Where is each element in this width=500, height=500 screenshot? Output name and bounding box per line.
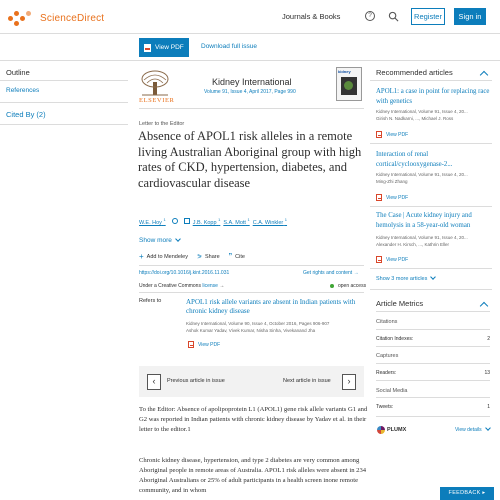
chevron-down-icon bbox=[485, 425, 491, 431]
author-link[interactable]: W.E. Hoy $^1$ bbox=[139, 217, 166, 226]
metrics-heading: Article Metrics bbox=[376, 299, 424, 308]
recommended-view-pdf[interactable]: View PDF bbox=[376, 194, 408, 201]
elsevier-wordmark: ELSEVIER bbox=[139, 97, 175, 104]
register-button[interactable]: Register bbox=[411, 8, 445, 25]
citation-indexes-row: Citation Indexes: 2 bbox=[376, 336, 490, 342]
article-type: Letter to the Editor bbox=[139, 121, 185, 127]
chevron-up-icon[interactable] bbox=[480, 302, 488, 310]
divider bbox=[0, 124, 128, 125]
journal-name[interactable]: Kidney International bbox=[212, 77, 292, 87]
recommended-article-meta: Kidney International, Volume 91, Issue 4, 20... Girish N. Nadkarni, ..., Michael J. Ross bbox=[376, 109, 468, 121]
doi-link[interactable]: https://doi.org/10.1016/j.kint.2016.11.031 bbox=[139, 270, 230, 276]
pdf-icon bbox=[376, 256, 382, 263]
add-mendeley-button[interactable]: + Add to Mendeley bbox=[139, 252, 188, 261]
divider bbox=[139, 108, 364, 109]
sciencedirect-logo[interactable] bbox=[8, 8, 104, 28]
divider bbox=[376, 346, 490, 347]
cover-graphic bbox=[341, 77, 357, 95]
previous-article-button[interactable]: ‹ bbox=[147, 374, 161, 390]
author-link[interactable]: S.A. Mott $^1$ bbox=[223, 217, 250, 226]
view-details-link[interactable]: View details bbox=[455, 427, 490, 433]
cover-title: kidney bbox=[338, 69, 351, 74]
body-paragraph: Chronic kidney disease, hypertension, and type 2 diabetes are very common among Aboriginal people in remote areas of Australia. APOL1 risk alleles were absent in 234 Aboriginal Australians or 25% of adult participants in a health screen inone remote community, and in whom bbox=[139, 457, 367, 494]
recommended-view-pdf[interactable]: View PDF bbox=[376, 131, 408, 138]
references-link[interactable]: References bbox=[6, 87, 40, 94]
divider bbox=[370, 289, 492, 290]
divider bbox=[370, 143, 492, 144]
mail-icon[interactable] bbox=[184, 218, 190, 224]
next-article-label[interactable]: Next article in issue bbox=[283, 378, 331, 384]
elsevier-tree-logo[interactable] bbox=[140, 70, 170, 96]
sign-in-button[interactable]: Sign in bbox=[454, 8, 486, 25]
brand-name: ScienceDirect bbox=[40, 12, 105, 24]
citations-heading: Citations bbox=[376, 319, 398, 325]
recommended-article-meta: Kidney International, Volume 91, Issue 4, 20... Alexander H. Kirsch, ..., Kathrin Eller bbox=[376, 235, 468, 247]
social-media-heading: Social Media bbox=[376, 388, 408, 394]
plumx-icon bbox=[377, 426, 385, 434]
open-access-icon bbox=[330, 284, 334, 288]
chevron-up-icon[interactable] bbox=[480, 71, 488, 79]
view-pdf-button[interactable] bbox=[139, 38, 189, 57]
refers-to-meta: Kidney International, Volume 90, Issue 4, October 2016, Pages 906-907 Ashok Kumar Yadav, Vivek Kumar, Nisha Sinha, Vivekanand Jha bbox=[186, 321, 330, 333]
journal-cover-image[interactable] bbox=[336, 67, 362, 101]
show-more-button[interactable] bbox=[139, 237, 180, 244]
download-issue-link[interactable]: Download full issue bbox=[201, 43, 258, 50]
cited-by-link[interactable]: Cited By (2) bbox=[6, 110, 46, 119]
author-list bbox=[139, 217, 290, 226]
share-button[interactable]: ⪖ Share bbox=[196, 253, 220, 260]
recommended-view-pdf[interactable]: View PDF bbox=[376, 256, 408, 263]
search-icon[interactable] bbox=[388, 11, 399, 22]
issue-navigation bbox=[139, 366, 364, 397]
journals-books-link[interactable]: Journals & Books bbox=[282, 12, 341, 21]
refers-to-label: Refers to bbox=[139, 298, 162, 304]
divider bbox=[376, 380, 490, 381]
license-text: Under a Creative Commons license → bbox=[139, 283, 225, 289]
share-icon: ⪖ bbox=[196, 254, 202, 260]
captures-heading: Captures bbox=[376, 353, 399, 359]
chevron-down-icon bbox=[175, 236, 181, 242]
readers-row: Readers: 13 bbox=[376, 370, 490, 376]
person-icon bbox=[172, 218, 178, 224]
divider bbox=[376, 329, 490, 330]
previous-article-label[interactable]: Previous article in issue bbox=[167, 378, 225, 384]
author-link[interactable]: J.B. Kopp $^1$ bbox=[192, 217, 221, 226]
show-more-label: Show more bbox=[139, 237, 172, 244]
body-paragraph: To the Editor: Absence of apolipoprotein L1 (APOL1) gene risk allele variants G1 and G2 was reported in Indian patients with chronic kidney disease by Yadav et al. in their letter to the editor.1 bbox=[139, 406, 368, 433]
divider bbox=[376, 397, 490, 398]
refers-to-view-pdf[interactable]: View PDF bbox=[188, 341, 220, 348]
open-access-badge: open access bbox=[330, 283, 366, 289]
divider bbox=[376, 416, 490, 417]
pdf-icon bbox=[376, 194, 382, 201]
recommended-article-link[interactable]: Interaction of renal cortical/cyclooxygenase-2... bbox=[376, 151, 453, 168]
divider bbox=[0, 102, 128, 103]
recommended-heading: Recommended articles bbox=[376, 68, 453, 77]
divider bbox=[370, 206, 492, 207]
author-link[interactable]: C.A. Winkler $^1$ bbox=[252, 217, 288, 226]
next-article-button[interactable]: › bbox=[342, 374, 356, 390]
plus-icon: + bbox=[139, 252, 144, 261]
help-icon[interactable]: ? bbox=[365, 11, 375, 21]
sciencedirect-logo-icon bbox=[8, 8, 32, 28]
top-header bbox=[0, 0, 500, 34]
pdf-icon bbox=[188, 341, 194, 348]
view-pdf-label: View PDF bbox=[155, 44, 184, 51]
pdf-icon bbox=[144, 44, 151, 52]
recommended-article-link[interactable]: The Case | Acute kidney injury and hemolysis in a 58-year-old woman bbox=[376, 212, 472, 229]
outline-heading: Outline bbox=[6, 68, 30, 77]
divider bbox=[139, 265, 364, 266]
divider bbox=[0, 80, 128, 81]
show-more-articles-button[interactable]: Show 3 more articles bbox=[376, 276, 435, 282]
quote-icon: ” bbox=[228, 253, 233, 260]
divider bbox=[376, 311, 490, 312]
feedback-button[interactable]: FEEDBACK ▸ bbox=[440, 487, 494, 500]
refers-to-link[interactable]: APOL1 risk allele variants are absent in Indian patients with chronic kidney disease bbox=[186, 298, 356, 315]
divider bbox=[370, 80, 492, 81]
cite-button[interactable]: ” Cite bbox=[228, 253, 245, 260]
rights-link[interactable]: Get rights and content → bbox=[303, 270, 359, 276]
divider bbox=[139, 292, 364, 293]
chevron-down-icon bbox=[431, 274, 437, 280]
article-actions bbox=[139, 253, 245, 260]
license-link[interactable]: license bbox=[202, 283, 218, 289]
article-title bbox=[138, 129, 370, 191]
divider bbox=[376, 363, 490, 364]
recommended-article-link[interactable]: APOL1: a case in point for replacing race with genetics bbox=[376, 88, 490, 105]
divider bbox=[370, 268, 492, 269]
tweets-row: Tweets: 1 bbox=[376, 404, 490, 410]
plumx-logo[interactable]: PLUMX bbox=[377, 426, 406, 434]
journal-issue-info[interactable]: Volume 91, Issue 4, April 2017, Page 990 bbox=[204, 89, 296, 95]
article-title-text: Absence of APOL1 risk alleles in a remote living Australian Aboriginal group with high rates of CKD, hypertension, diabetes, and cardiovascular disease bbox=[138, 129, 362, 190]
pdf-icon bbox=[376, 131, 382, 138]
recommended-article-meta: Kidney International, Volume 91, Issue 4, 20... Ming-Zhi Zhang bbox=[376, 172, 468, 184]
